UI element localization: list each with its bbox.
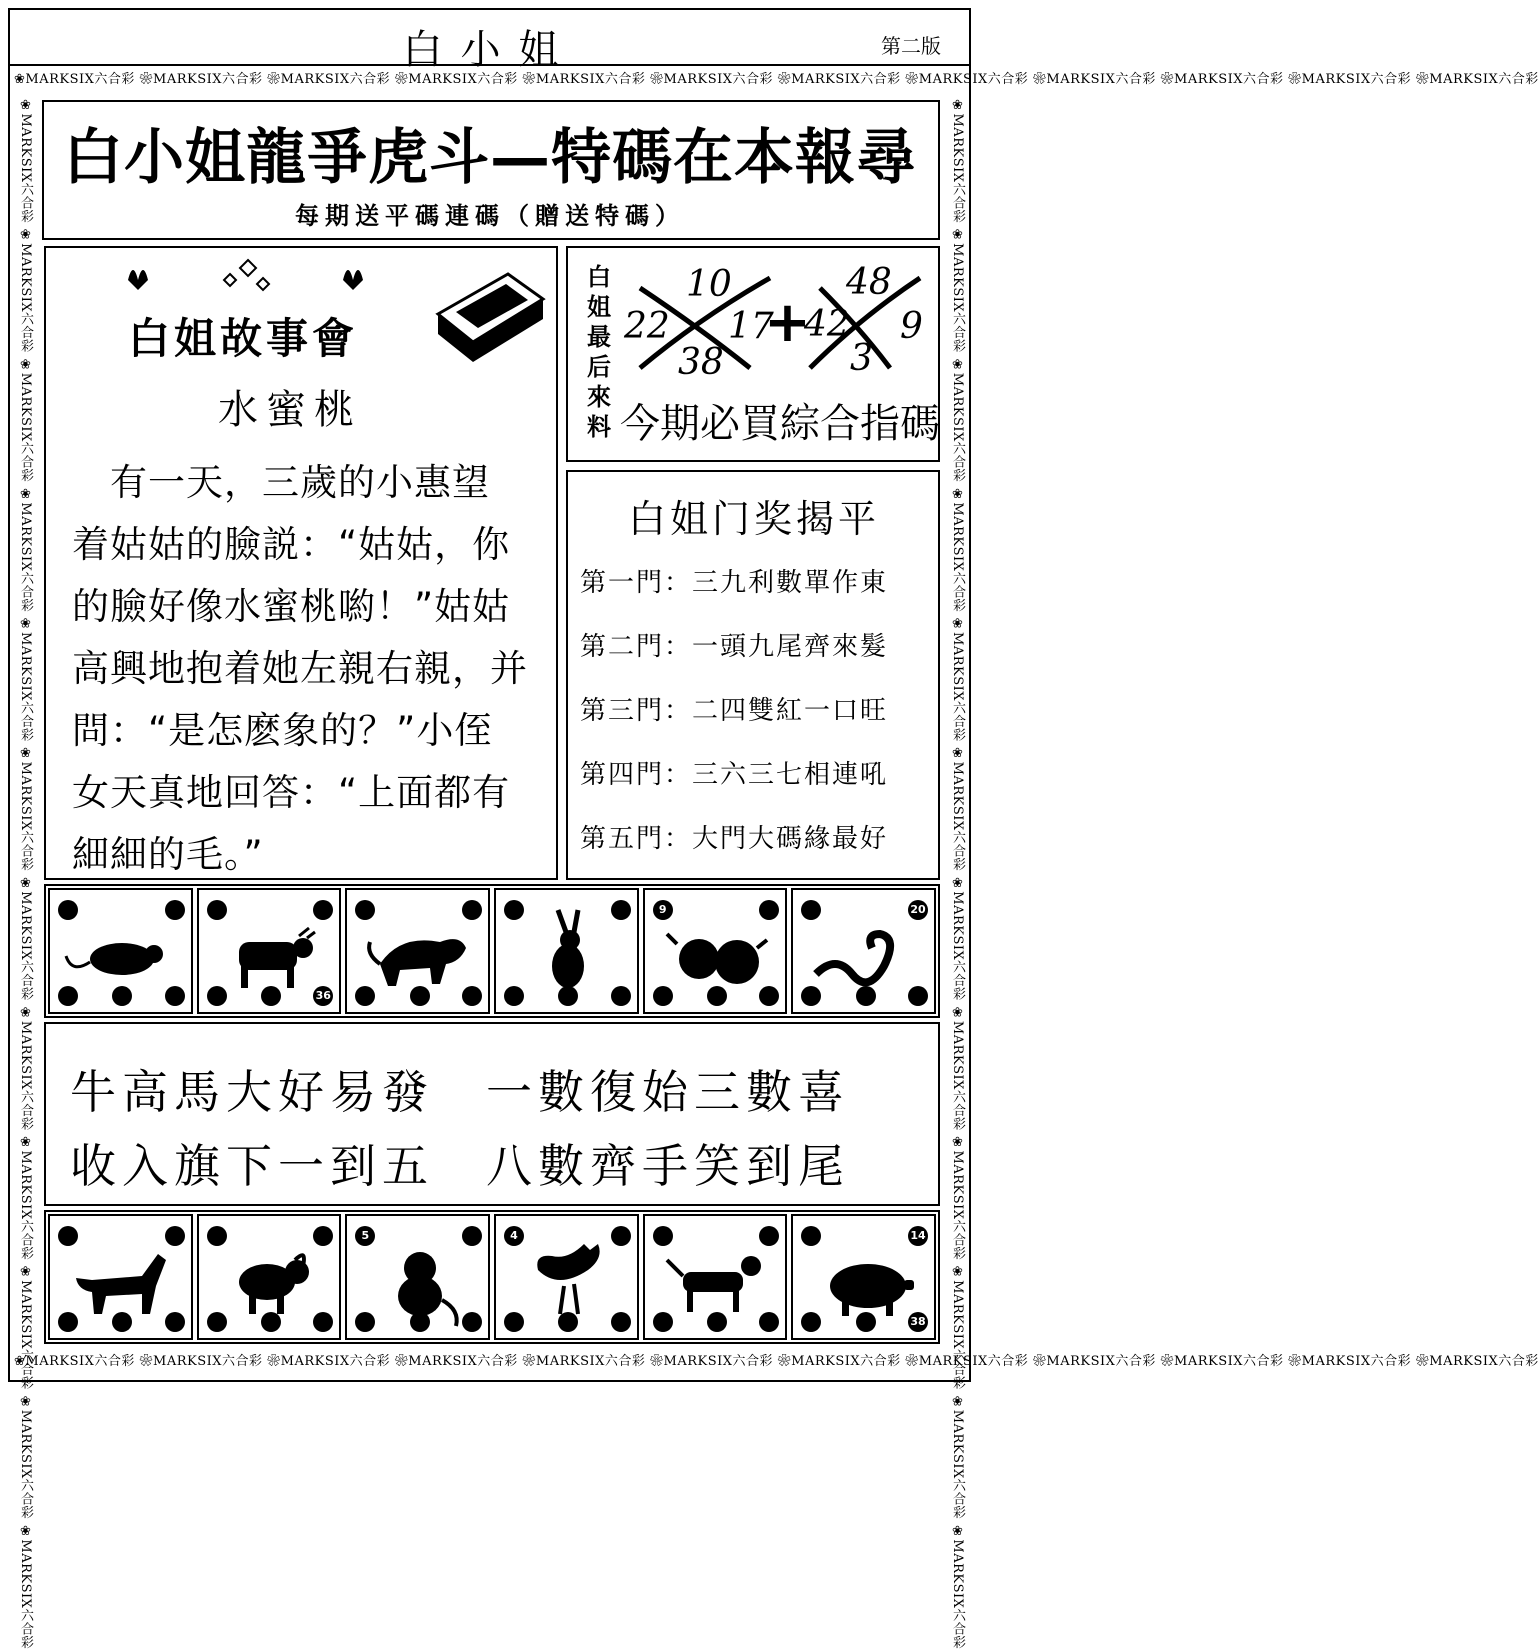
story-line: 高興地抱着她左親右親，并	[72, 647, 528, 690]
zodiac-bottom-tile	[345, 1214, 490, 1340]
zodiac-bottom-row	[46, 1212, 938, 1342]
zodiac-top-tile	[197, 888, 342, 1014]
number-ball	[58, 1226, 78, 1246]
number-ball	[611, 1312, 631, 1332]
number-ball	[462, 1226, 482, 1246]
number-ball: 14	[908, 1226, 928, 1246]
number-ball	[261, 1312, 281, 1332]
number-ball	[462, 986, 482, 1006]
zodiac-bottom-tile	[791, 1214, 936, 1340]
number-ball	[410, 1312, 430, 1332]
number-ball	[856, 986, 876, 1006]
door-label: 第二門：	[580, 632, 693, 662]
number-ball	[653, 986, 673, 1006]
story-line: 細細的毛。”	[72, 833, 264, 876]
edition-label: 第二版	[881, 34, 941, 58]
door-row	[580, 818, 940, 855]
number-ball	[908, 986, 928, 1006]
plus-sign: +	[764, 290, 811, 355]
zodiac-top-row	[46, 886, 938, 1016]
latest-number: 22	[624, 306, 670, 347]
number-ball	[653, 1312, 673, 1332]
number-ball	[653, 1226, 673, 1246]
number-ball	[611, 1226, 631, 1246]
number-ball	[504, 1312, 524, 1332]
number-ball	[207, 1226, 227, 1246]
number-ball	[504, 986, 524, 1006]
left-border-strip: ❀MARKSIX六合彩 ❀MARKSIX六合彩 ❀MARKSIX六合彩 ❀MARKSIX六合彩 ❀MARKSIX六合彩 ❀MARKSIX六合彩 ❀MARKSIX六合彩 ❀MARKSIX六合彩 ❀MARKSIX六合彩 ❀MARKSIX六合彩 ❀MARKSIX六合彩 ❀MARKSIX六合彩	[18, 98, 33, 1649]
latest-number: 3	[850, 338, 873, 379]
number-ball	[58, 1312, 78, 1332]
verse-line: 收入旗下一到五 八數齊手笑到尾	[70, 1139, 850, 1193]
story-line: 的臉好像水蜜桃喲！”姑姑	[72, 585, 511, 628]
door-row	[580, 626, 940, 663]
number-ball	[207, 1312, 227, 1332]
zodiac-top-tile	[791, 888, 936, 1014]
number-ball	[58, 900, 78, 920]
number-ball: 36	[313, 986, 333, 1006]
zodiac-top-tile	[48, 888, 193, 1014]
door-label: 第五門：	[580, 824, 693, 854]
zodiac-top-tile	[643, 888, 788, 1014]
story-line: 女天真地回答：“上面都有	[72, 771, 511, 814]
latest-number: 17	[728, 306, 774, 347]
number-ball	[207, 900, 227, 920]
door-text: 一頭九尾齊來髮	[692, 632, 889, 662]
number-ball	[58, 986, 78, 1006]
bottom-border-strip: ❀MARKSIX六合彩 ❀MARKSIX六合彩 ❀MARKSIX六合彩 ❀MARKSIX六合彩 ❀MARKSIX六合彩 ❀MARKSIX六合彩 ❀MARKSIX六合彩 ❀MARKSIX六合彩 ❀MARKSIX六合彩 ❀MARKSIX六合彩 ❀MARKSIX六合彩 ❀MARKSIX六合彩	[14, 1354, 1539, 1369]
door-row	[580, 562, 940, 599]
door-label: 第四門：	[580, 760, 693, 790]
verse-line: 牛高馬大好易發 一數復始三數喜	[70, 1065, 850, 1119]
zodiac-bottom-tile	[643, 1214, 788, 1340]
zodiac-bottom-tile	[494, 1214, 639, 1340]
number-ball: 5	[355, 1226, 375, 1246]
number-ball	[261, 986, 281, 1006]
story-title: 水蜜桃	[218, 387, 362, 433]
number-ball	[165, 900, 185, 920]
flower-decoration-icon	[118, 250, 418, 300]
zodiac-bottom-tile	[48, 1214, 193, 1340]
zodiac-top-tile	[494, 888, 639, 1014]
number-ball: 38	[908, 1312, 928, 1332]
latest-number: 48	[846, 262, 892, 303]
number-ball: 9	[653, 900, 673, 920]
zodiac-top-tile	[345, 888, 490, 1014]
number-ball	[165, 1226, 185, 1246]
number-ball	[504, 900, 524, 920]
zodiac-bottom-tile	[197, 1214, 342, 1340]
number-ball	[611, 900, 631, 920]
door-text: 三六三七相連吼	[692, 760, 889, 790]
number-ball	[165, 1312, 185, 1332]
door-text: 大門大碼緣最好	[692, 824, 889, 854]
number-ball: 4	[504, 1226, 524, 1246]
latest-number: 38	[678, 342, 724, 383]
number-ball	[707, 986, 727, 1006]
top-border-strip: ❀MARKSIX六合彩 ❀MARKSIX六合彩 ❀MARKSIX六合彩 ❀MARKSIX六合彩 ❀MARKSIX六合彩 ❀MARKSIX六合彩 ❀MARKSIX六合彩 ❀MARKSIX六合彩 ❀MARKSIX六合彩 ❀MARKSIX六合彩 ❀MARKSIX六合彩 ❀MARKSIX六合彩	[14, 72, 1539, 87]
banner-subtitle: 每期送平碼連碼（贈送特碼）	[295, 202, 685, 230]
number-ball	[856, 1312, 876, 1332]
story-line: 着姑姑的臉説：“姑姑，你	[72, 523, 511, 566]
number-ball	[462, 900, 482, 920]
latest-number: 10	[686, 264, 732, 305]
must-buy-label: 今期必買綜合指碼	[620, 401, 940, 447]
number-ball	[707, 1312, 727, 1332]
doors-title: 白姐门奖揭平	[627, 497, 880, 541]
right-border-strip: ❀MARKSIX六合彩 ❀MARKSIX六合彩 ❀MARKSIX六合彩 ❀MARKSIX六合彩 ❀MARKSIX六合彩 ❀MARKSIX六合彩 ❀MARKSIX六合彩 ❀MARKSIX六合彩 ❀MARKSIX六合彩 ❀MARKSIX六合彩 ❀MARKSIX六合彩 ❀MARKSIX六合彩	[950, 98, 965, 1649]
door-text: 三九利數單作東	[692, 568, 889, 598]
latest-label: 白姐最后來料	[587, 263, 611, 441]
door-label: 第一門：	[580, 568, 693, 598]
book-icon	[428, 264, 548, 364]
door-label: 第三門：	[580, 696, 693, 726]
number-ball	[410, 986, 430, 1006]
story-line: 有一天，三歲的小惠望	[72, 461, 490, 504]
latest-number: 9	[900, 306, 923, 347]
latest-number: 42	[804, 304, 850, 345]
door-row	[580, 690, 940, 727]
story-heading: 白姐故事會	[128, 314, 359, 363]
number-ball	[462, 1312, 482, 1332]
banner-title: 白小姐龍爭虎斗—特碼在本報尋	[63, 123, 917, 193]
door-text: 二四雙紅一口旺	[692, 696, 889, 726]
number-ball	[207, 986, 227, 1006]
story-line: 問：“是怎麽象的？”小侄	[72, 709, 493, 752]
number-ball: 20	[908, 900, 928, 920]
door-row	[580, 754, 940, 791]
number-ball	[165, 986, 185, 1006]
number-ball	[611, 986, 631, 1006]
page-title: 白小姐	[402, 27, 577, 73]
